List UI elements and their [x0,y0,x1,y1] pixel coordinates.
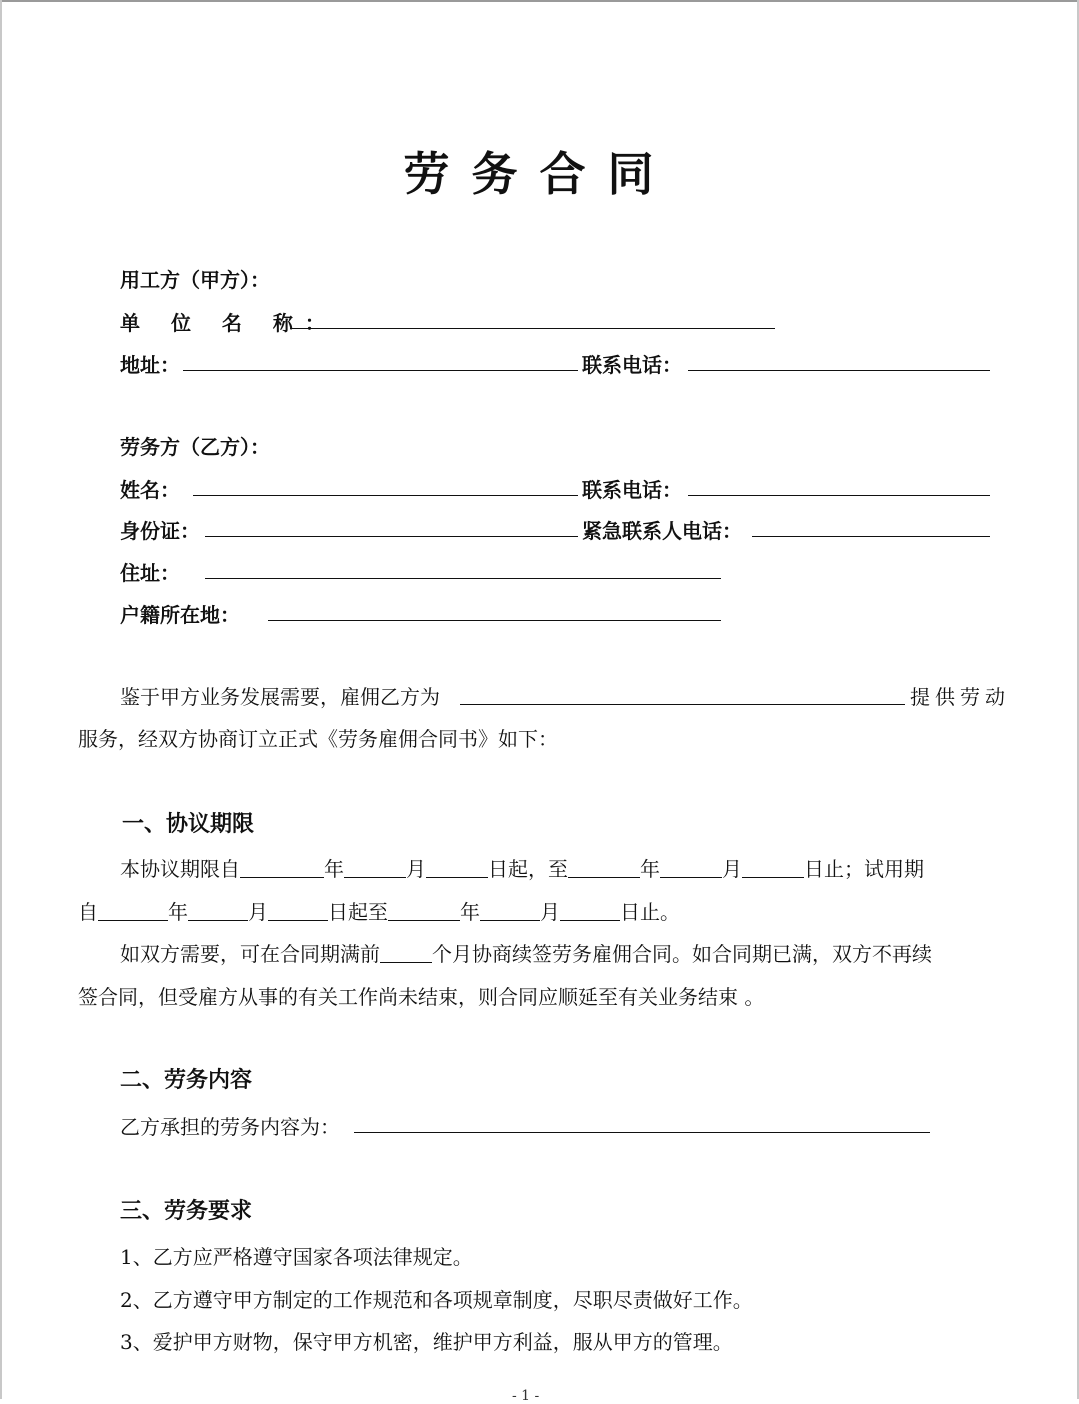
term-text: 本协议期限自 [120,857,240,881]
party-a-address-field[interactable] [183,370,578,371]
unit-name-field[interactable] [290,328,775,329]
trial-end-year-field[interactable] [388,902,460,921]
party-a-header: 用工方（甲方）： [120,268,270,292]
party-b-id-field[interactable] [205,536,578,537]
party-b-name-label: 姓名： [120,478,180,502]
start-day-field[interactable] [426,859,488,878]
preamble-line2: 服务，经双方协商订立正式《劳务雇佣合同书》如下： [78,727,558,751]
trial-start-month-field[interactable] [188,902,248,921]
year-text: 年 [168,900,188,924]
page-number: - 1 - [512,1388,540,1404]
trial-start-day-field[interactable] [268,902,328,921]
trial-start-year-field[interactable] [98,902,168,921]
party-a-phone-label: 联系电话： [582,353,682,377]
day-end-text: 日止；试用期 [804,857,924,881]
start-month-field[interactable] [344,859,406,878]
day-start-text: 日起，至 [488,857,568,881]
party-b-phone-field[interactable] [688,495,990,496]
preamble-line1-end: 提供劳动 [910,685,1010,709]
trial-from-text: 自 [78,900,98,924]
party-b-name-field[interactable] [193,495,578,496]
renew-line2: 签合同，但受雇方从事的有关工作尚未结束，则合同应顺延至有关业务结束 。 [78,985,765,1009]
section3-heading: 三、劳务要求 [120,1199,253,1224]
trial-end-day-field[interactable] [560,902,620,921]
service-type-field[interactable] [460,704,905,705]
year-text: 年 [324,857,344,881]
residence-label: 住址： [120,561,180,585]
party-a-address-label: 地址： [120,353,180,377]
end-month-field[interactable] [660,859,722,878]
emergency-phone-label: 紧急联系人电话： [582,519,742,543]
month-text: 月 [248,900,268,924]
month-text: 月 [722,857,742,881]
service-content-field[interactable] [354,1132,930,1133]
document-title: 劳务合同 [403,147,676,201]
emergency-phone-field[interactable] [752,536,990,537]
section1-heading: 一、协议期限 [122,812,255,837]
end-day-field[interactable] [742,859,804,878]
renew-text-end: 个月协商续签劳务雇佣合同。如合同期已满，双方不再续 [432,942,932,966]
party-b-id-label: 身份证： [120,519,200,543]
month-text: 月 [540,900,560,924]
renew-text-start: 如双方需要，可在合同期满前 [120,942,380,966]
page-top-border [0,0,1079,2]
party-b-phone-label: 联系电话： [582,478,682,502]
requirement-item: 3、爱护甲方财物，保守甲方机密，维护甲方利益，服从甲方的管理。 [120,1330,733,1354]
term-line2 [78,896,680,925]
unit-name-label: 单 位 名 称： [120,311,337,335]
start-year-field[interactable] [240,859,324,878]
end-year-field[interactable] [568,859,640,878]
trial-end-month-field[interactable] [480,902,540,921]
service-content-label: 乙方承担的劳务内容为： [120,1115,340,1139]
hukou-field[interactable] [268,620,721,621]
party-b-header: 劳务方（乙方）： [120,435,270,459]
section2-heading: 二、劳务内容 [120,1068,253,1093]
day-start-text: 日起至 [328,900,388,924]
day-end-text: 日止。 [620,900,680,924]
hukou-label: 户籍所在地： [120,603,240,627]
year-text: 年 [640,857,660,881]
year-text: 年 [460,900,480,924]
residence-field[interactable] [205,578,721,579]
page-left-border [0,0,2,1399]
party-a-phone-field[interactable] [688,370,990,371]
month-text: 月 [406,857,426,881]
requirement-item: 2、乙方遵守甲方制定的工作规范和各项规章制度，尽职尽责做好工作。 [120,1288,753,1312]
renew-months-field[interactable] [380,944,432,963]
renew-line1 [120,938,932,967]
requirement-item: 1、乙方应严格遵守国家各项法律规定。 [120,1245,473,1269]
term-line1 [120,853,924,882]
preamble-line1-start: 鉴于甲方业务发展需要，雇佣乙方为 [120,685,440,709]
